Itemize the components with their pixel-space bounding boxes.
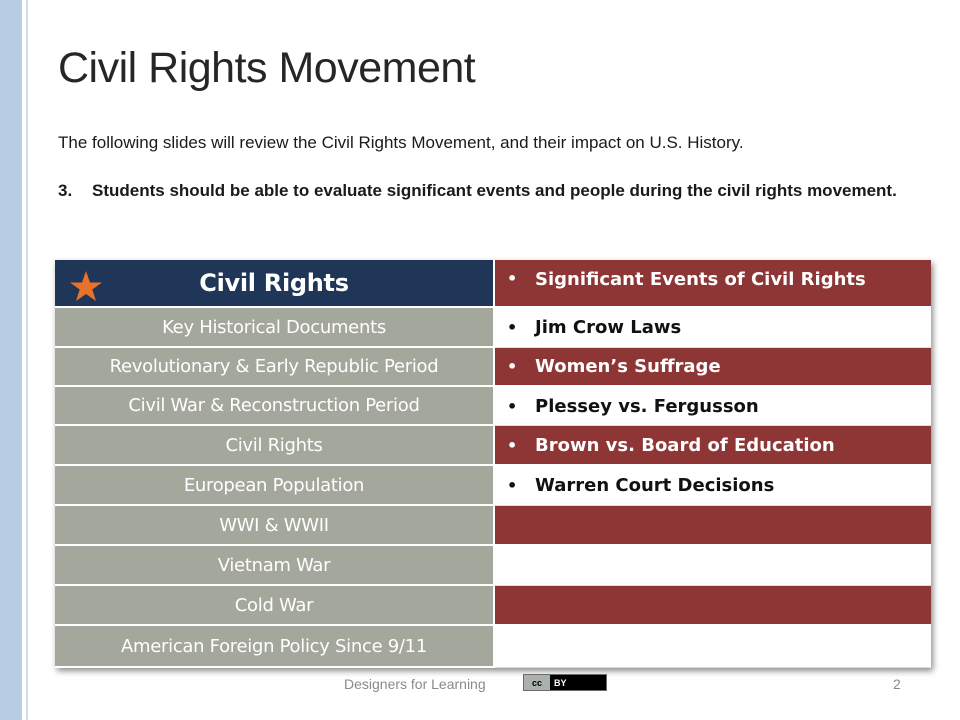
topic-cell[interactable]: WWI & WWII [55,506,495,546]
bullet: • [507,476,518,495]
topic-cell[interactable]: American Foreign Policy Since 9/11 [55,626,495,668]
event-label: Brown vs. Board of Education [535,434,835,456]
event-cell [495,387,931,426]
cc-logo: cc [524,675,550,690]
event-label: Women’s Suffrage [535,356,721,377]
topic-cell[interactable]: Civil Rights [55,426,495,466]
topic-cell[interactable]: Key Historical Documents [55,308,495,348]
topic-cell[interactable]: Vietnam War [55,546,495,586]
cc-by-label: BY [554,677,567,688]
bullet: • [507,396,518,416]
event-cell [495,308,931,348]
topic-cell[interactable]: European Population [55,466,495,506]
footer-text: Designers for Learning [344,676,486,692]
objective [58,179,928,203]
table-row [55,586,931,626]
topic-cell[interactable]: Cold War [55,586,495,626]
left-decorative-band [0,0,22,720]
page-number: 2 [893,676,901,692]
table-row [55,348,931,387]
event-label: Plessey vs. Fergusson [535,395,759,417]
creative-commons-icon [523,674,607,691]
topics-table [55,260,931,668]
table-header-left [55,260,495,308]
event-cell [495,466,931,506]
table-row [55,506,931,546]
table-row [55,466,931,506]
bullet: • [507,357,518,376]
topic-cell[interactable]: Revolutionary & Early Republic Period [55,348,495,387]
bullet: • [507,269,518,288]
table-header-row [55,260,931,308]
slide-title: Civil Rights Movement [58,44,476,92]
event-cell-empty [495,586,931,626]
table-header-right-label: Significant Events of Civil Rights [535,269,866,290]
table-header-left-label: Civil Rights [199,269,349,297]
event-cell-empty [495,506,931,546]
left-decorative-line [26,0,28,720]
topic-cell[interactable]: Civil War & Reconstruction Period [55,387,495,426]
table-row [55,426,931,466]
event-cell [495,426,931,466]
table-row [55,626,931,668]
event-label: Jim Crow Laws [535,317,682,338]
table-row [55,308,931,348]
bullet: • [507,435,518,455]
intro-text: The following slides will review the Civil Rights Movement, and their impact on U.S. History. [58,133,744,152]
table-row [55,387,931,426]
bullet: • [507,318,518,337]
event-label: Warren Court Decisions [535,475,775,496]
event-cell [495,348,931,387]
objective-number: 3. [58,181,73,200]
table-header-right [495,260,931,308]
event-cell-empty [495,546,931,586]
star-icon [69,270,103,304]
event-cell-empty [495,626,931,668]
objective-text: Students should be able to evaluate significant events and people during the civil rights movement. [92,181,897,200]
table-row [55,546,931,586]
